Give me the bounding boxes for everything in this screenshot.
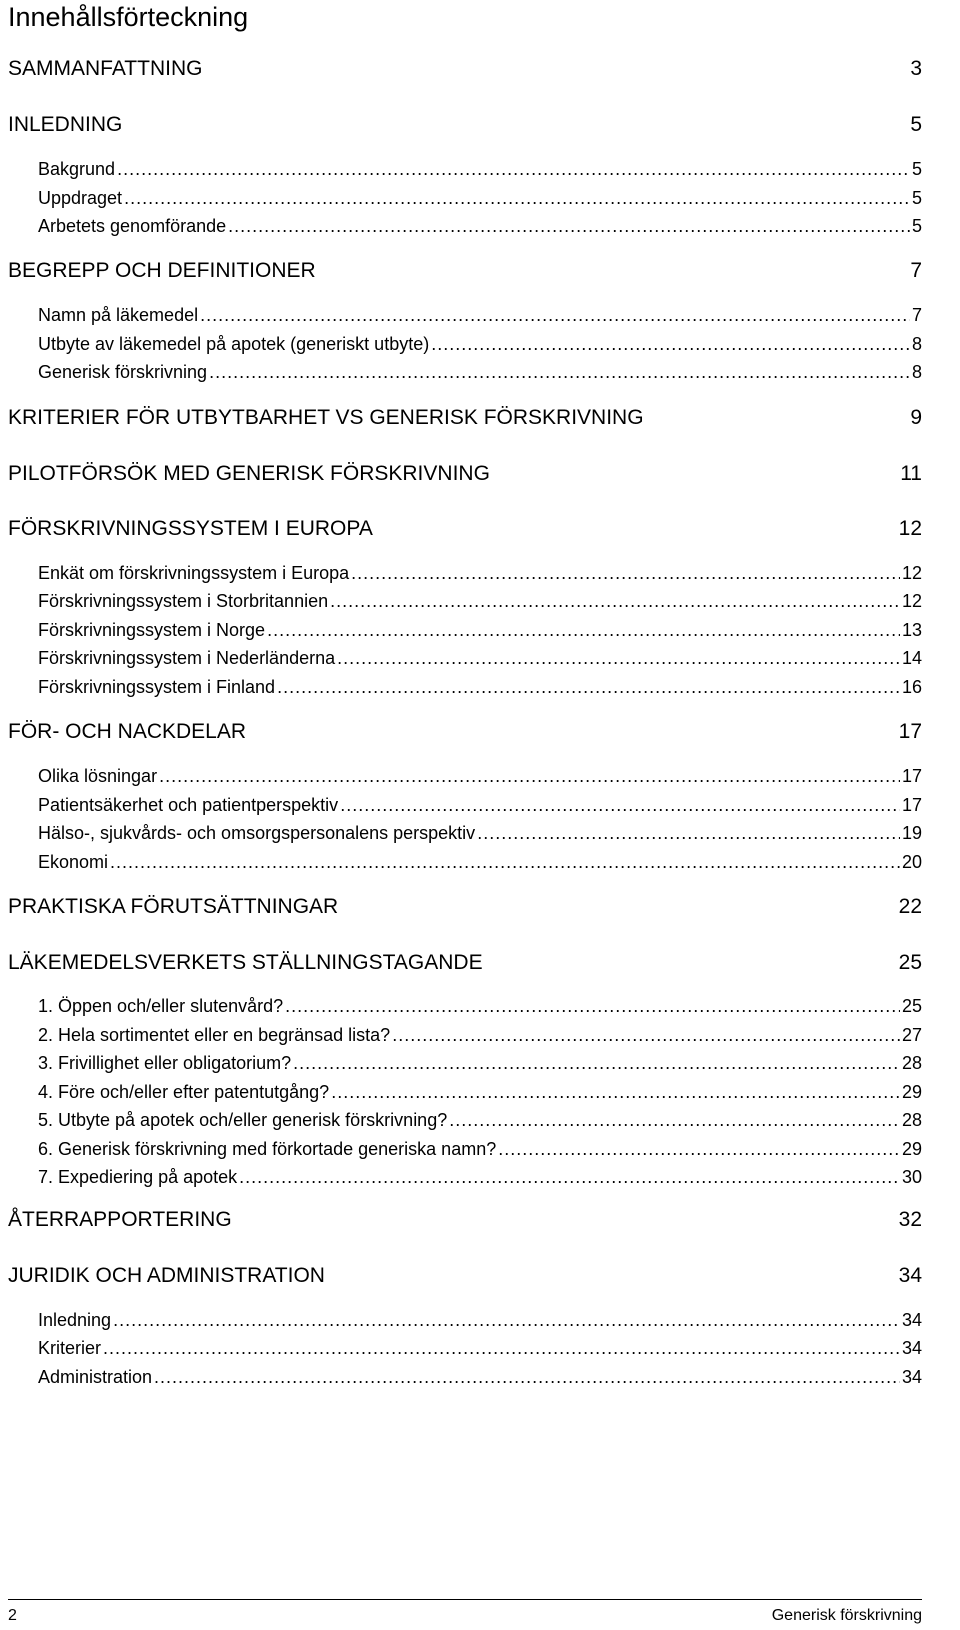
toc-item-4[interactable] [38,1080,922,1104]
toc-entry-label: BEGREPP OCH DEFINITIONER [8,259,316,282]
dot-leader [277,675,900,699]
dot-leader [392,1023,900,1047]
toc-entry-label: 6. Generisk förskrivning med förkortade generiska namn? [38,1139,497,1159]
toc-entry-label: Inledning [38,1310,112,1330]
toc-entry-label: JURIDIK OCH ADMINISTRATION [8,1264,325,1287]
toc-entry-page: 29 [901,1139,922,1159]
toc-entry-label: Uppdraget [38,188,123,208]
toc-entry-label: 3. Frivillighet eller obligatorium? [38,1053,292,1073]
toc-entry-label: Generisk förskrivning [38,362,208,382]
toc-heading-pilotforsok[interactable] [8,461,922,487]
toc-entry-page: 5 [911,188,922,208]
toc-entry-page: 17 [901,795,922,815]
toc-entry-page: 12 [898,517,922,540]
dot-leader [285,994,900,1018]
toc-entry-page: 12 [901,591,922,611]
dot-leader [477,821,900,845]
toc-entry-label: FÖRSKRIVNINGSSYSTEM I EUROPA [8,517,373,540]
dot-leader [117,157,910,181]
toc-entry-page: 16 [901,677,922,697]
dot-leader [293,1051,900,1075]
dot-leader [103,1336,900,1360]
toc-entry-page: 27 [901,1025,922,1045]
dot-leader [449,1108,900,1132]
dot-leader [498,1137,900,1161]
toc-item-olika-losningar[interactable] [38,764,922,788]
toc-item-3[interactable] [38,1051,922,1075]
toc-heading-kriterier[interactable] [8,405,922,431]
toc-entry-label: ÅTERRAPPORTERING [8,1208,232,1231]
toc-entry-label: Förskrivningssystem i Storbritannien [38,591,329,611]
toc-entry-label: 7. Expediering på apotek [38,1167,238,1187]
toc-entry-page: 13 [901,620,922,640]
toc-heading-forskrivningssystem-europa[interactable] [8,516,922,542]
toc-item-bakgrund[interactable] [38,157,922,181]
footer-running-title: Generisk förskrivning [771,1607,922,1624]
dot-leader [330,589,900,613]
dot-leader [331,1080,900,1104]
toc-entry-page: 17 [901,766,922,786]
toc-entry-label: PRAKTISKA FÖRUTSÄTTNINGAR [8,895,339,918]
toc-item-ekonomi[interactable] [38,850,922,874]
toc-entry-page: 11 [900,462,922,485]
toc-entry-label: LÄKEMEDELSVERKETS STÄLLNINGSTAGANDE [8,951,483,974]
dot-leader [124,186,910,210]
toc-entry-label: PILOTFÖRSÖK MED GENERISK FÖRSKRIVNING [8,462,490,485]
toc-entry-label: Ekonomi [38,852,109,872]
toc-entry-label: Administration [38,1367,153,1387]
toc-item-norge[interactable] [38,618,922,642]
toc-entry-label: Bakgrund [38,159,116,179]
toc-entry-page: 34 [901,1310,922,1330]
toc-entry-page: 22 [898,895,922,918]
toc-entry-page: 8 [911,362,922,382]
toc-entry-label: Enkät om förskrivningssystem i Europa [38,563,350,583]
toc-entry-page: 7 [910,259,922,282]
toc-item-utbyte-av-lakemedel[interactable] [38,332,922,356]
toc-entry-label: Olika lösningar [38,766,158,786]
toc-heading-for-och-nackdelar[interactable] [8,719,922,745]
toc-item-finland[interactable] [38,675,922,699]
dot-leader [154,1365,900,1389]
footer-divider [8,1599,922,1600]
toc-item-halso-sjukvard[interactable] [38,821,922,845]
toc-item-storbritannien[interactable] [38,589,922,613]
toc-entry-page: 34 [901,1338,922,1358]
toc-entry-page: 34 [901,1367,922,1387]
toc-entry-label: Förskrivningssystem i Finland [38,677,276,697]
toc-entry-page: 28 [901,1110,922,1130]
dot-leader [351,561,900,585]
toc-entry-label: Hälso-, sjukvårds- och omsorgspersonalens perspektiv [38,823,476,843]
dot-leader [209,360,910,384]
toc-entry-label: Patientsäkerhet och patientperspektiv [38,795,339,815]
toc-entry-page: 19 [901,823,922,843]
toc-item-2[interactable] [38,1023,922,1047]
toc-entry-label: 2. Hela sortimentet eller en begränsad lista? [38,1025,391,1045]
toc-entry-page: 5 [911,159,922,179]
toc-entry-label: SAMMANFATTNING [8,57,203,80]
toc-entry-page: 30 [901,1167,922,1187]
toc-entry-page: 14 [901,648,922,668]
toc-entry-label: Utbyte av läkemedel på apotek (generiskt utbyte) [38,334,430,354]
toc-entry-page: 9 [910,406,922,429]
dot-leader [239,1165,900,1189]
toc-item-inledning[interactable] [38,1308,922,1332]
dot-leader [337,646,900,670]
dot-leader [228,214,910,238]
toc-item-5[interactable] [38,1108,922,1132]
toc-heading-juridik-och-administration[interactable] [8,1263,922,1289]
dot-leader [200,303,910,327]
toc-item-kriterier[interactable] [38,1336,922,1360]
toc-item-enkat[interactable] [38,561,922,585]
toc-entry-page: 25 [898,951,922,974]
toc-entry-label: Förskrivningssystem i Norge [38,620,266,640]
toc-entry-page: 7 [911,305,922,325]
toc-item-7[interactable] [38,1165,922,1189]
toc-entry-page: 17 [898,720,922,743]
dot-leader [267,618,900,642]
toc-item-namn-pa-lakemedel[interactable] [38,303,922,327]
dot-leader [110,850,900,874]
toc-item-1[interactable] [38,994,922,1018]
toc-entry-page: 12 [901,563,922,583]
footer-page-number: 2 [8,1607,17,1624]
toc-item-arbetets-genomforande[interactable] [38,214,922,238]
toc-item-administration[interactable] [38,1365,922,1389]
dot-leader [431,332,910,356]
toc-heading-lakemedelsverkets-stallningstagande[interactable] [8,950,922,976]
toc-entry-label: KRITERIER FÖR UTBYTBARHET VS GENERISK FÖRSKRIVNING [8,406,644,429]
dot-leader [340,793,900,817]
toc-heading-aterrapportering[interactable] [8,1207,922,1233]
toc-heading-praktiska-forutsattningar[interactable] [8,894,922,920]
toc-entry-page: 28 [901,1053,922,1073]
toc-entry-page: 29 [901,1082,922,1102]
toc-entry-label: FÖR- OCH NACKDELAR [8,720,247,743]
toc-heading-begrepp[interactable] [8,258,922,284]
toc-entry-label: Namn på läkemedel [38,305,199,325]
toc-entry-label: 5. Utbyte på apotek och/eller generisk förskrivning? [38,1110,448,1130]
toc-entry-label: Förskrivningssystem i Nederländerna [38,648,336,668]
toc-item-generisk-forskrivning[interactable] [38,360,922,384]
toc-item-uppdraget[interactable] [38,186,922,210]
toc-entry-page: 3 [910,57,922,80]
toc-entry-label: Kriterier [38,1338,102,1358]
toc-item-patientsakerhet[interactable] [38,793,922,817]
toc-entry-label: Arbetets genomförande [38,216,227,236]
toc-item-6[interactable] [38,1137,922,1161]
toc-entry-page: 8 [911,334,922,354]
toc-entry-label: 1. Öppen och/eller slutenvård? [38,996,284,1016]
dot-leader [159,764,900,788]
toc-entry-label: 4. Före och/eller efter patentutgång? [38,1082,330,1102]
toc-item-nederlanderna[interactable] [38,646,922,670]
toc-heading-inledning[interactable] [8,112,922,138]
toc-entry-page: 32 [898,1208,922,1231]
toc-entry-page: 5 [911,216,922,236]
toc-entry-label: INLEDNING [8,113,123,136]
toc-entry-page: 25 [901,996,922,1016]
page-title: Innehållsförteckning [8,2,249,32]
dot-leader [113,1308,900,1332]
toc-entry-page: 5 [910,113,922,136]
toc-entry-page: 20 [901,852,922,872]
toc-entry-page: 34 [898,1264,922,1287]
toc-heading-sammanfattning[interactable] [8,56,922,82]
